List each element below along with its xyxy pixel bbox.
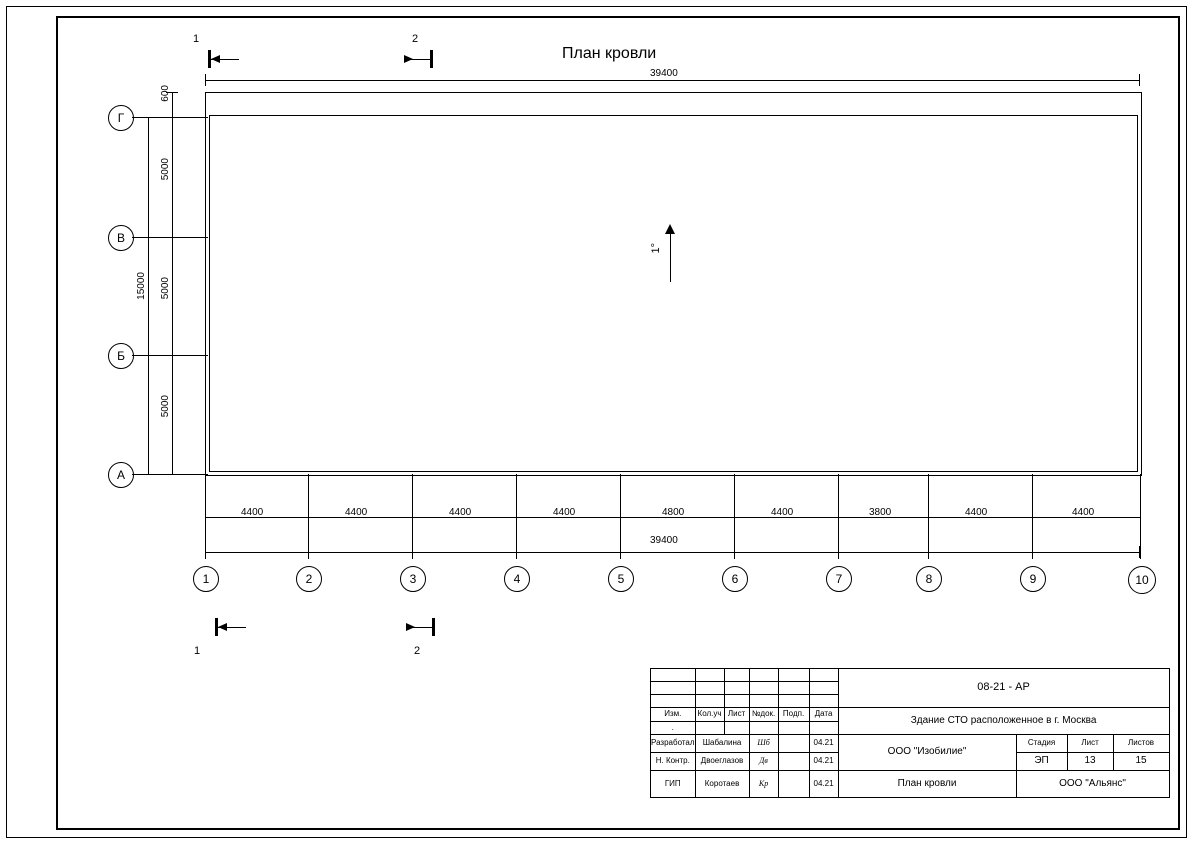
tb-cell [724,669,749,682]
axis-bubble-7-label: 7 [835,572,843,586]
tb-cell [724,682,749,695]
axis-bubble-4 [504,566,530,592]
tb-sign-1b [778,753,809,771]
dim-left-overall-value: 15000 [136,272,147,300]
section-mark-bottom-2-label: 2 [414,645,421,657]
title-block-header-row [651,708,1170,722]
tb-cell [749,682,778,695]
dim-tick-left-4 [166,474,178,475]
axis-bubble-7 [826,566,852,592]
tb-cell [809,722,838,735]
tb-code: 08-21 - АР [838,669,1169,708]
dim-line-bottom-overall [205,552,1140,553]
axis-bubble-9-label: 9 [1029,572,1037,586]
tb-cell [724,722,749,735]
dim-tick-top-left [205,74,206,86]
tb-role-1: Н. Контр. [651,753,696,771]
section-mark-top-2-arrow-head [404,55,413,63]
axis-bubble-B [108,343,134,369]
tb-cell [695,695,724,708]
tb-date-0: 04.21 [809,735,838,753]
dim-tick-bottom-left [205,546,206,558]
dim-line-left-overall [148,117,149,474]
tb-cell [651,695,696,708]
title-block-role-row [651,771,1170,798]
dim-bottom-5: 4800 [662,507,685,518]
grid-line-8 [928,474,929,559]
section-mark-bottom-1-label: 1 [194,645,201,657]
tb-customer: ООО "Изобилие" [838,735,1016,771]
tb-cell [749,695,778,708]
tb-cell [749,722,778,735]
tb-object: Здание СТО расположенное в г. Москва [838,708,1169,735]
grid-line-3 [412,474,413,559]
tb-cell [651,682,696,695]
grid-line-2 [308,474,309,559]
dim-left-seg-3: 5000 [160,395,171,418]
grid-line-7 [838,474,839,559]
tb-company: ООО "Альянс" [1016,771,1169,798]
axis-bubble-V [108,225,134,251]
tb-cell [778,695,809,708]
tb-role-0: Разработал [651,735,696,753]
axis-bubble-4-label: 4 [513,572,521,586]
tb-date-1: 04.21 [809,753,838,771]
tb-stage-value: ЭП [1016,753,1067,771]
tb-cell [651,669,696,682]
axis-bubble-5-label: 5 [617,572,625,586]
dim-bottom-4: 4400 [553,507,576,518]
dim-bottom-2: 4400 [345,507,368,518]
grid-line-6 [734,474,735,559]
tb-sign-0: Шб [749,735,778,753]
dim-tick-left-3 [166,355,178,356]
tb-head-data: Дата [809,708,838,722]
dim-bottom-6: 4400 [771,507,794,518]
dim-bottom-9: 4400 [1072,507,1095,518]
axis-bubble-6-label: 6 [731,572,739,586]
tb-sign-0b [778,735,809,753]
tb-date-2: 04.21 [809,771,838,798]
section-mark-bottom-1-arrow-head [218,623,227,631]
slope-label: 1° [650,243,662,254]
title-block [650,668,1170,798]
slope-arrow-shaft [670,232,671,282]
dim-left-seg-2: 5000 [160,277,171,300]
axis-bubble-10 [1128,566,1156,594]
tb-cell [749,669,778,682]
axis-bubble-1 [193,566,219,592]
axis-bubble-3-label: 3 [409,572,417,586]
tb-sheet-value: 13 [1067,753,1113,771]
tb-name-0: Шабалина [695,735,749,753]
tb-cell [778,722,809,735]
grid-line-4 [516,474,517,559]
axis-bubble-1-label: 1 [202,572,210,586]
dim-bottom-8: 4400 [965,507,988,518]
dim-line-left-chain [172,92,173,474]
axis-bubble-G [108,105,134,131]
section-mark-top-1-arrow-head [211,55,220,63]
tb-role-2: ГИП [651,771,696,798]
axis-bubble-6 [722,566,748,592]
slope-arrow-head [665,224,675,234]
dim-bottom-7: 3800 [869,507,892,518]
tb-sign-2b [778,771,809,798]
dim-line-top-overall [205,80,1140,81]
dim-tick-left-2 [166,237,178,238]
title-block-role-row [651,735,1170,753]
axis-bubble-3 [400,566,426,592]
section-mark-bottom-2-arrow-head [406,623,415,631]
tb-head-list: Лист [724,708,749,722]
dim-left-600: 600 [160,85,171,102]
tb-cell [724,695,749,708]
tb-cell [695,722,724,735]
axis-bubble-2 [296,566,322,592]
tb-sheet-name: План кровли [838,771,1016,798]
dim-tick-left-overall-top [142,117,154,118]
section-mark-top-1-label: 1 [193,33,200,45]
tb-head-izm: Изм. [651,708,696,722]
tb-head-list2: Лист [1067,735,1113,753]
tb-sign-1: Дв [749,753,778,771]
roof-outline-inner [209,115,1138,472]
dim-bottom-3: 4400 [449,507,472,518]
dim-tick-bottom-right [1139,546,1140,558]
axis-bubble-5 [608,566,634,592]
axis-bubble-A-label: А [116,468,125,482]
axis-bubble-A [108,462,134,488]
tb-name-1: Двоеглазов [695,753,749,771]
tb-head-stadia: Стадия [1016,735,1067,753]
tb-sheets-value: 15 [1113,753,1169,771]
axis-bubble-2-label: 2 [305,572,313,586]
grid-line-5 [620,474,621,559]
dim-left-seg-1: 5000 [160,158,171,181]
tb-head-listov: Листов [1113,735,1169,753]
tb-name-2: Коротаев [695,771,749,798]
tb-head-ndok: №док. [749,708,778,722]
axis-bubble-V-label: В [116,231,125,245]
page-title: План кровли [562,45,657,62]
section-mark-top-2-label: 2 [412,33,419,45]
dim-tick-left-1 [166,117,178,118]
tb-head-podp: Подп. [778,708,809,722]
dim-bottom-overall-value: 39400 [650,535,678,546]
dim-top-overall-value: 39400 [650,68,678,79]
axis-bubble-8 [916,566,942,592]
tb-sign-2: Кр [749,771,778,798]
grid-line-10 [1140,474,1141,559]
tb-cell [695,669,724,682]
tb-cell [695,682,724,695]
parapet-dashed-line [209,115,1136,116]
tb-cell [809,695,838,708]
grid-line-9 [1032,474,1033,559]
axis-bubble-B-label: Б [117,349,125,363]
title-block-blank-row [651,669,1170,682]
tb-head-koluch: Кол.уч [695,708,724,722]
tb-cell [809,669,838,682]
dim-bottom-1: 4400 [241,507,264,518]
axis-bubble-10-label: 10 [1135,573,1149,587]
axis-bubble-G-label: Г [117,111,125,125]
axis-bubble-8-label: 8 [925,572,933,586]
tb-cell [778,669,809,682]
tb-cell: . [651,722,696,735]
axis-bubble-9 [1020,566,1046,592]
dim-tick-top-right [1139,74,1140,86]
tb-cell [778,682,809,695]
tb-cell [809,682,838,695]
dim-tick-left-overall-bottom [142,474,154,475]
